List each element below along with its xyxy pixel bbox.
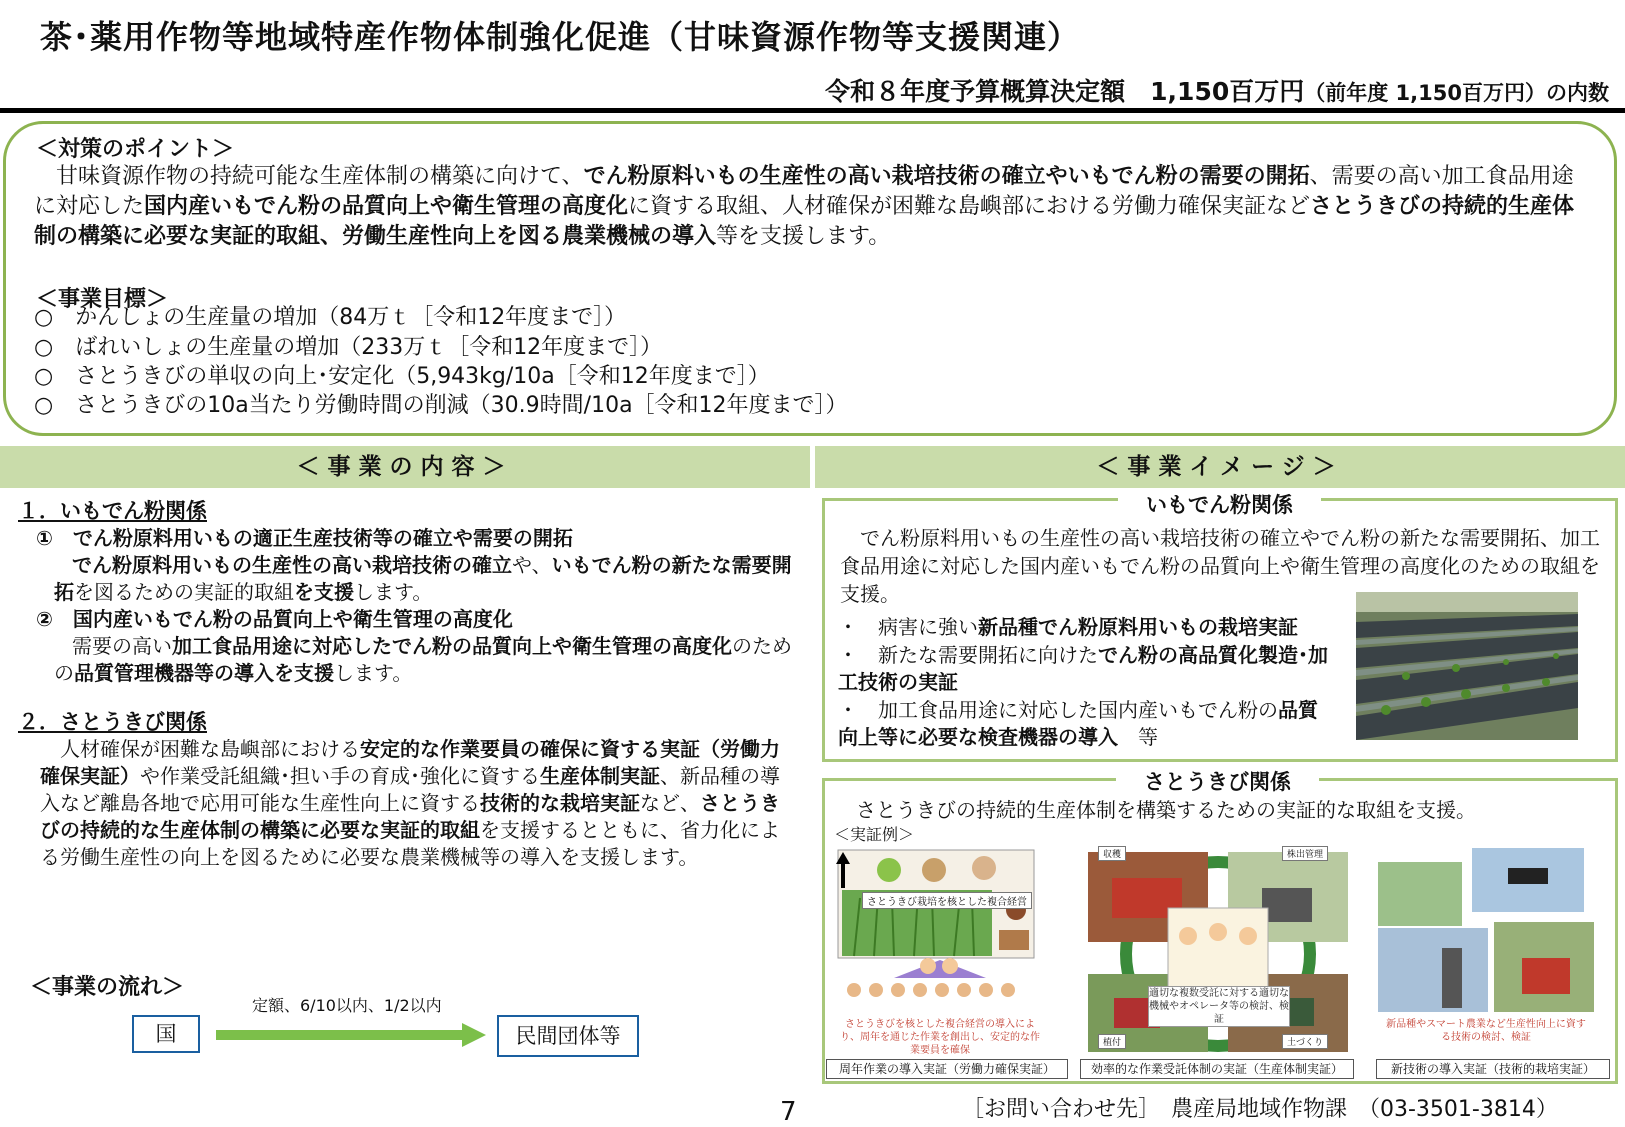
imo-bullet-text: ・ 加工食品用途に対応した国内産いもでん粉の (838, 698, 1278, 722)
item-1-text-1: や、 (512, 553, 552, 577)
business-content (18, 498, 793, 871)
imo-bullet (838, 642, 1328, 696)
imo-bullet-bold: でん粉の高品質化製造･加工技術の実証 (838, 643, 1328, 694)
s2-text-4: など、 (640, 791, 700, 815)
caption-production-system: 効率的な作業受託体制の実証（生産体制実証） (1080, 1059, 1354, 1079)
panel2-tag: 植付 (1098, 1034, 1126, 1049)
panel-new-technology (1372, 848, 1600, 1056)
goal-item: ○ かんしょの生産量の増加（84万ｔ［令和12年度まで］） (34, 305, 627, 330)
s2-bold-3: 技術的な栽培実証 (480, 791, 640, 815)
point-text-1: 甘味資源作物の持続可能な生産体制の構築に向けて、 (34, 164, 584, 189)
imo-bullet-text: 等 (1118, 725, 1158, 749)
sato-heading: さとうきび関係 (1116, 766, 1319, 796)
panel2-note: 適切な複数受託に対する適切な機械やオペレータ等の検討、検証 (1149, 988, 1289, 1025)
s2-bold-1: 安定的な作業要員の確保に資する実証（労働力確保実証） (40, 737, 780, 788)
goals-heading: ＜事業目標＞ (36, 287, 169, 312)
panel3-note: 新品種やスマート農業など生産性向上に資する技術の検討、検証 (1386, 1019, 1586, 1043)
item-2-text-3: します。 (334, 661, 413, 685)
sato-description: さとうきびの持続的生産体制を構築するための実証的な取組を支援。 (856, 798, 1476, 822)
arrow-up-icon (836, 852, 850, 888)
item-2-title: ② 国内産いもでん粉の品質向上や衛生管理の高度化 (36, 607, 513, 631)
goal-item: ○ ばれいしょの生産量の増加（233万ｔ［令和12年度まで］） (34, 335, 663, 360)
caption-labor-security: 周年作業の導入実証（労働力確保実証） (826, 1059, 1068, 1079)
panel2-tag: 収穫 (1098, 846, 1126, 861)
imo-bullet (838, 697, 1328, 751)
s2-bold-2: 生産体制実証 (540, 764, 660, 788)
flow-heading: ＜事業の流れ＞ (30, 975, 185, 1000)
point-text-2: 、需要の高い加工食品用途に対応した (34, 164, 1574, 219)
section-2-title: ２．さとうきび関係 (18, 710, 207, 734)
imo-bullet-bold: 品質向上等に必要な検査機器の導入 (838, 698, 1318, 749)
panel-complex-management (834, 848, 1046, 1056)
item-1-bold-2: いもでん粉の新たな需要開拓 (54, 553, 792, 604)
point-bold-1: でん粉原料いもの生産性の高い栽培技術の確立やいもでん粉の需要の開拓 (583, 164, 1310, 189)
goal-item: ○ さとうきびの10a当たり労働時間の削減（30.9時間/10a［令和12年度まで］） (34, 393, 848, 418)
section-1-title: １．いもでん粉関係 (18, 499, 207, 523)
budget-previous: （前年度 1,150百万円）の内数 (1304, 81, 1609, 105)
s2-text-1: 人材確保が困難な島嶼部における (60, 737, 360, 761)
item-1-title: ① でん粉原料用いもの適正生産技術等の確立や需要の開拓 (36, 526, 573, 550)
item-2-text-1: 需要の高い (72, 634, 172, 658)
item-2-bold-2: 品質管理機器等の導入を支援 (74, 661, 334, 685)
item-2-body (18, 633, 793, 687)
item-2-bold-1: 加工食品用途に対応したでん粉の品質向上や衛生管理の高度化 (172, 634, 732, 658)
section-header-content: ＜事業の内容＞ (0, 446, 810, 488)
imo-bullet (838, 614, 1338, 641)
section-2-body (18, 736, 793, 871)
caption-technical-cultivation: 新技術の導入実証（技術的栽培実証） (1376, 1059, 1610, 1079)
section-header-image: ＜事業イメージ＞ (815, 446, 1625, 488)
page-number: 7 (780, 1097, 797, 1127)
imo-heading: いもでん粉関係 (1118, 489, 1321, 519)
point-bold-2: 国内産いもでん粉の品質向上や衛生管理の高度化 (144, 194, 629, 219)
s2-text-2: や作業受託組織･担い手の育成･強化に資する (140, 764, 540, 788)
item-2-text-2: のための (54, 634, 792, 685)
panel1-label: さとうきび栽培を核とした複合経営 (862, 892, 1032, 909)
example-label: ＜実証例＞ (834, 825, 915, 844)
s2-bold-4: さとうきびの持続的な生産体制の構築に必要な実証的取組 (40, 791, 780, 842)
page-title: 茶･薬用作物等地域特産作物体制強化促進（甘味資源作物等支援関連） (40, 18, 1081, 56)
field-photo (1356, 592, 1578, 740)
point-bold-3: さとうきびの持続的生産体制の構築に必要な実証的取組、労働生産性向上を図る農業機械の導入 (34, 194, 1575, 249)
title-rule (0, 108, 1625, 113)
imo-bullet-text: ・ 病害に強い (838, 615, 978, 639)
flow-target-box: 民間団体等 (497, 1015, 639, 1057)
item-1-text-2: を図るための実証的取組 (74, 580, 294, 604)
arrow-right-icon (216, 1023, 486, 1047)
item-1-body (18, 552, 793, 606)
imo-description: でん粉原料用いもの生産性の高い栽培技術の確立やでん粉の新たな需要開拓、加工食品用途に対応した国内産いもでん粉の品質向上や衛生管理の高度化のための取組を支援。 (840, 526, 1600, 606)
goal-item: ○ さとうきびの単収の向上･安定化（5,943kg/10a［令和12年度まで］） (34, 364, 770, 389)
s2-text-3: 、新品種の導入など離島各地で応用可能な生産性向上に資する (40, 764, 780, 815)
imo-bullet-text: ・ 新たな需要開拓に向けた (838, 643, 1098, 667)
point-body (34, 162, 1594, 252)
budget-amount: 令和８年度予算概算決定額 1,150百万円 (825, 77, 1305, 106)
contact-info: ［お問い合わせ先］ 農産局地域作物課 （03-3501-3814） (962, 1097, 1558, 1122)
point-text-4: 等を支援します。 (716, 224, 891, 249)
item-1-bold-3: を支援 (294, 580, 354, 604)
flow-source-box: 国 (132, 1015, 200, 1053)
s2-text-5: を支援するとともに、省力化による労働生産性の向上を図るために必要な農業機械等の導入を支援します。 (40, 818, 780, 869)
item-1-bold-1: でん粉原料用いもの生産性の高い栽培技術の確立 (72, 553, 512, 577)
budget-line (825, 72, 1609, 108)
point-text-3: に資する取組、人材確保が困難な島嶼部における労働力確保実証など (628, 194, 1311, 219)
item-1-text-3: します。 (354, 580, 433, 604)
panel1-note: さとうきびを核とした複合経営の導入により、周年を通じた作業を創出し、安定的な作業要員を確保 (840, 1019, 1040, 1056)
panel-contract-system (1084, 848, 1352, 1056)
panel2-tag: 株出管理 (1282, 846, 1328, 861)
flow-rate-label: 定額、6/10以内、1/2以内 (252, 996, 442, 1015)
imo-bullet-bold: 新品種でん粉原料用いもの栽培実証 (978, 615, 1298, 639)
point-heading: ＜対策のポイント＞ (36, 137, 235, 162)
panel2-tag: 土づくり (1282, 1034, 1328, 1049)
